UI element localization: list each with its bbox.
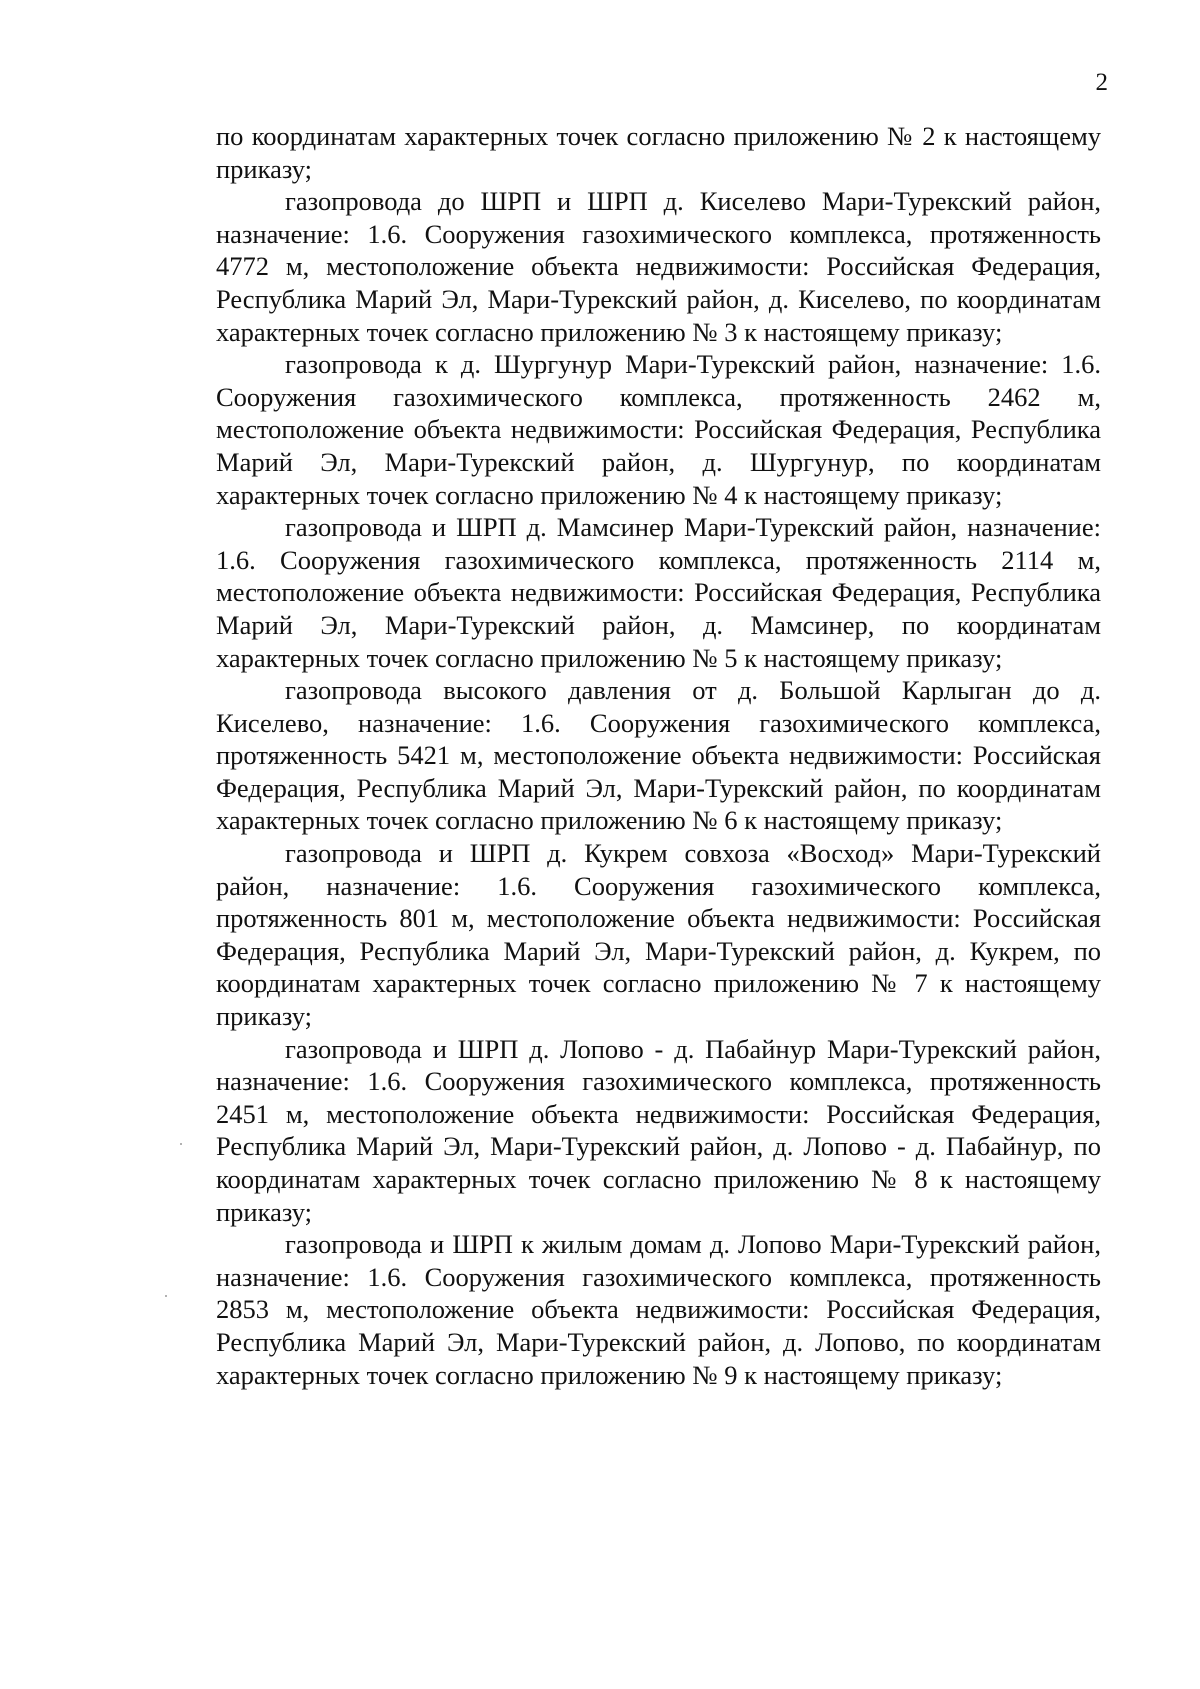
- paragraph-continuation: по координатам характерных точек согласно приложению № 2 к настоящему приказу;: [216, 121, 1101, 184]
- paragraph-kukrem-gas-pipeline: газопровода и ШРП д. Кукрем совхоза «Восход» Мари-Турекский район, назначение: 1.6. Сооружения газохимического комплекса, протяженность 801 м, местоположение объекта недвижимости: Российская Федерация, Республика Марий Эл, Мари-Турекский район, д. Кукрем, по координатам характерных точек согласно приложению № 7 к настоящему приказу;: [216, 838, 1101, 1032]
- paragraph-shurgunur-gas-pipeline: газопровода к д. Шургунур Мари-Турекский район, назначение: 1.6. Сооружения газохимического комплекса, протяженность 2462 м, местоположение объекта недвижимости: Российская Федерация, Республика Марий Эл, Мари-Турекский район, д. Шургунур, по координатам характерных точек согласно приложению № 4 к настоящему приказу;: [216, 349, 1101, 510]
- paragraph-lopovo-houses-gas-pipeline: газопровода и ШРП к жилым домам д. Лопово Мари-Турекский район, назначение: 1.6. Сооружения газохимического комплекса, протяженность 2853 м, местоположение объекта недвижимости: Российская Федерация, Республика Марий Эл, Мари-Турекский район, д. Лопово, по координатам характерных точек согласно приложению № 9 к настоящему приказу;: [216, 1229, 1101, 1390]
- page-number: 2: [1095, 69, 1108, 96]
- paragraph-mamsiner-gas-pipeline: газопровода и ШРП д. Мамсинер Мари-Турекский район, назначение: 1.6. Сооружения газохимического комплекса, протяженность 2114 м, местоположение объекта недвижимости: Российская Федерация, Республика Марий Эл, Мари-Турекский район, д. Мамсинер, по координатам характерных точек согласно приложению № 5 к настоящему приказу;: [216, 512, 1101, 673]
- scan-speck: [180, 1143, 182, 1145]
- scan-speck: [165, 1295, 167, 1297]
- document-body: [216, 120, 1101, 1391]
- paragraph-lopovo-pabainur-gas-pipeline: газопровода и ШРП д. Лопово - д. Пабайнур Мари-Турекский район, назначение: 1.6. Сооружения газохимического комплекса, протяженность 2451 м, местоположение объекта недвижимости: Российская Федерация, Республика Марий Эл, Мари-Турекский район, д. Лопово - д. Пабайнур, по координатам характерных точек согласно приложению № 8 к настоящему приказу;: [216, 1033, 1101, 1227]
- paragraph-high-pressure-gas-pipeline: газопровода высокого давления от д. Большой Карлыган до д. Киселево, назначение: 1.6. Сооружения газохимического комплекса, протяженность 5421 м, местоположение объекта недвижимости: Российская Федерация, Республика Марий Эл, Мари-Турекский район, по координатам характерных точек согласно приложению № 6 к настоящему приказу;: [216, 675, 1101, 836]
- paragraph-kiselevo-gas-pipeline: газопровода до ШРП и ШРП д. Киселево Мари-Турекский район, назначение: 1.6. Сооружения газохимического комплекса, протяженность 4772 м, местоположение объекта недвижимости: Российская Федерация, Республика Марий Эл, Мари-Турекский район, д. Киселево, по координатам характерных точек согласно приложению № 3 к настоящему приказу;: [216, 186, 1101, 347]
